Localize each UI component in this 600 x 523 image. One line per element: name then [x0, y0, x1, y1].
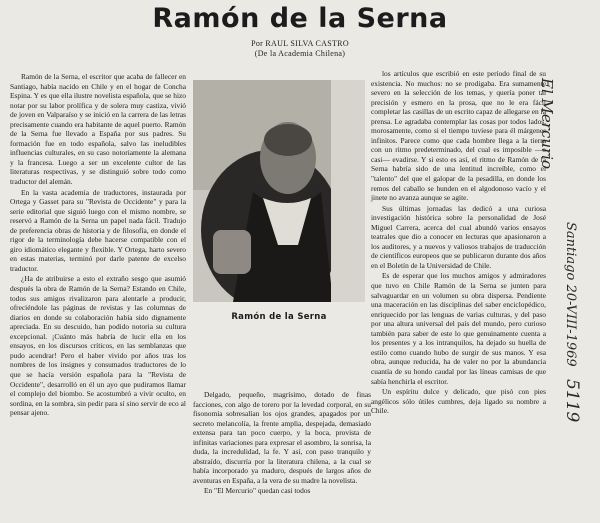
article-byline-block	[200, 39, 400, 59]
handwritten-date-note: Santiago 20-VIII-1969	[563, 222, 578, 367]
paragraph: Delgado, pequeño, magrísimo, dotado de finas facciones, con algo de torero por la levedad corporal, en su fisonomía sobresalían los ojos grandes, apagados por un secreto melancolía, la frente amplia, despejada, demasiado extensa para tan poco cuerpo, y la boca, provista de infinitas variaciones para expresar el asombro, la sonrisa, la duda, la incredulidad, la fe. Y así, con paso tranquilo y abstraído, discurría por la literatura chilena, a la cual se había incorporado ya maduro, después de largos años de aventuras en España, a la vera de su madre la novelista.	[193, 390, 371, 485]
article-column-1	[10, 72, 186, 522]
paragraph: Un espíritu dulce y delicado, que pisó con pies angélicos sólo útiles cumbres, deja ligado su nombre a Chile.	[371, 387, 546, 416]
author-portrait-photo	[193, 80, 365, 302]
paragraph: En la vasta academia de traductores, instaurada por Ortega y Gasset para su "Revista de Occidente" y para la serie editorial que siguió luego con el mismo nombre, se reservó a Ramón de la Serna un papel nada fácil. Tradujo de preferencia obras de historia y de filosofía, en donde el rigor de la terminología debe hacerse compatible con el giro idiomático elegante y flexible. Y Ortega, harto severo en estas materias, terminó por darle patente de excelso traductor.	[10, 187, 186, 273]
paragraph: En "El Mercurio" quedan casi todos	[204, 486, 311, 496]
paragraph: los artículos que escribió en este período final de su existencia. No muchos: no se prodigaba. Era sumamente severo en la selección de los temas, y quería poner tal precisión y esmero en la prosa, que no le era fácil completar las casillas de un escrito capaz de allegarse en la prensa. Le agradaba contemplar las cosas por todos lados, morosamente, como si el tiempo tuviese para él márgenes infinitos. Parece como que cada hombre llega a la tierra con un ritmo predeterminado, del cual es imposible —o casi— evadirse. Y si esto es así, el ritmo de Ramón de la Serna habría sido de una lentitud increíble, como el "talento" del que el galopar de la pesadilla, en donde los remos del caballo se hunden en el algodonoso vacío y el jinete no avanza aunque se agite.	[371, 69, 546, 203]
photo-caption: Ramón de la Serna	[231, 312, 327, 322]
handwritten-source-note: El Mercurio	[538, 78, 556, 169]
author-affiliation: (De la Academia Chilena)	[254, 49, 346, 58]
handwritten-catalog-number: 5119	[562, 379, 582, 423]
paragraph: Es de esperar que los muchos amigos y admiradores que tuvo en Chile Ramón de la Serna se junten para salvaguardar en un volumen su obra dispersa. Pendiente una maceración en las disciplinas del saber enciclopédico, enriquecido por las lenguas de varias culturas, y del paso por una altura universal del país del mundo, pero curioso también para saber de este lo que genuinamente cuenta a los presentes y a los intranquilos, ha dejado su huella de estilo como cuando hubo de surgir de sus manos. Y esa obra, aunque reducida, ha de valer no por la abundancia cuantía de su hondo caudal por las líneas camisas de que sabía henchirla el escritor.	[371, 271, 546, 386]
author-byline: Por RAUL SILVA CASTRO	[251, 39, 349, 48]
paragraph: Ramón de la Serna, el escritor que acaba de fallecer en Santiago, había nacido en Chile y en el hogar de Concha Espina. Y es que ella ilustre novelista española, que se hizo notar por su labor prolífica y de solera muy castiza, vivió de joven en Valparaíso y se inició en la carrera de las letras precisamente cuando era habitante de aquel puerto. Ramón de la Serna fue llevado a España por sus padres. Su formación fue en todo española, salvo las ineludibles influencias culturales, en su caso notoriamente la alemana y la francesa. Luego a ser un excelente cultor de las literaturas respectivas, y se distinguió sobre todo como traductor del alemán.	[10, 72, 186, 187]
portrait-illustration	[193, 80, 365, 302]
article-column-3	[371, 69, 546, 417]
article-column-2	[193, 390, 371, 497]
paragraph: ¿Ha de atribuirse a esto el extraño sesgo que asumió después la obra de Ramón de la Serna? Estando en Chile, todos sus amigos rivalizaron para alentarle a producir, ofreciéndole las páginas de revistas y las columnas de diarios en donde su colaboración había sido dignamente apreciada. En su descuido, han podido notoria su cultura excepcional. ¡Cuánto más habría de lucir ella en los ensayos, en los discursos críticos, en las semblanzas que pudo acendrar! Pero el haber vivido por años tras los nombres de los insignes y consumados traductores de lo que se hacía versión española para la "Revista de Occidente", desarrolló en él un ayo que pudiramos llamar el complejo del biombo. Se acostumbró a vivir oculto, en sordina, en la sombra, sin pedir para sí sino servir de eco al pensar ajeno.	[10, 274, 186, 418]
article-headline: Ramón de la Serna	[152, 3, 448, 34]
paragraph: Sus últimas jornadas las dedicó a una curiosa investigación histórica sobre la personalidad de José Miguel Carrera, acerca del cual abundó varios ensayos teatrales que dio a conocer en lecturas que apasionaron a los auditores, y a nuevos y valiosos trabajos de traducción de científicos europeos que se publicaron durante dos años en el Boletín de la Universidad de Chile.	[371, 203, 546, 270]
